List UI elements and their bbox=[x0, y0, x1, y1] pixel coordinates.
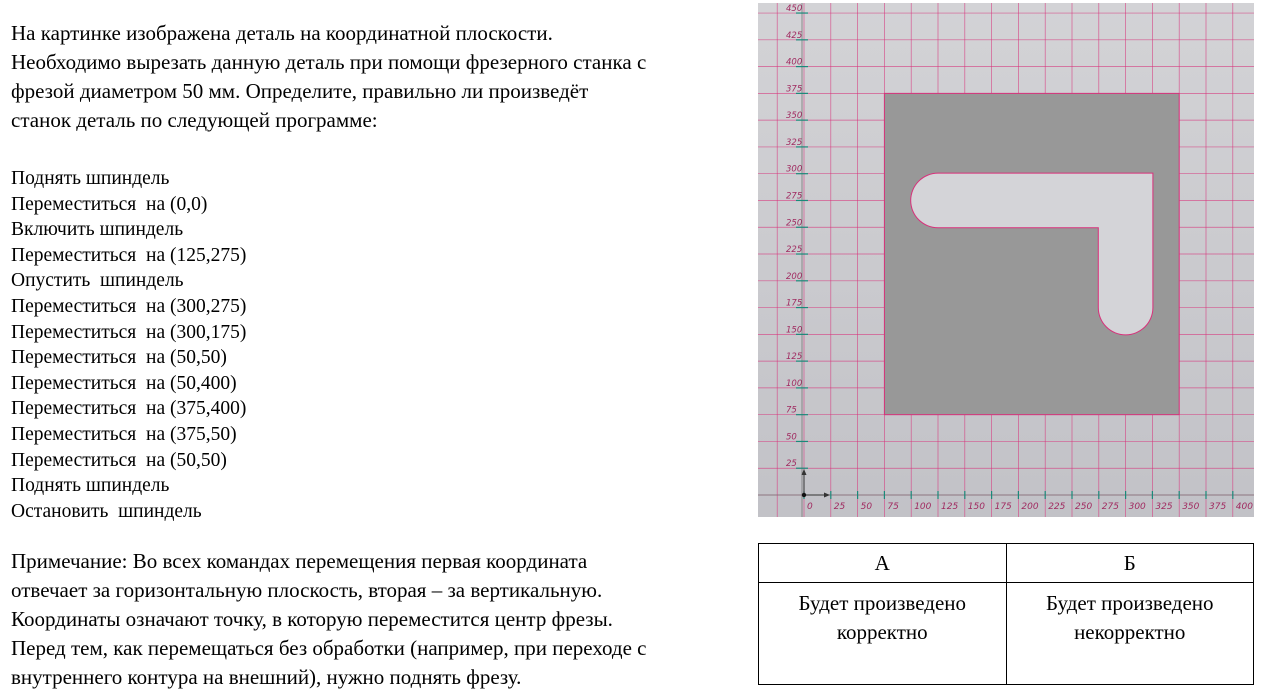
program-command: Переместиться на (125,275) bbox=[11, 244, 247, 266]
answer-a-line: корректно bbox=[836, 620, 928, 644]
x-tick-label: 75 bbox=[887, 502, 899, 512]
program-command: Поднять шпиндель bbox=[11, 168, 170, 189]
part-drawing bbox=[758, 3, 1254, 517]
y-tick-label: 400 bbox=[786, 57, 803, 68]
answer-a-line: Будет произведено bbox=[798, 591, 966, 615]
y-tick-label: 325 bbox=[786, 137, 803, 148]
x-tick-label: 400 bbox=[1235, 502, 1253, 512]
y-tick-label: 425 bbox=[786, 30, 803, 41]
note-line: Координаты означают точку, в которую переместится центр фрезы. bbox=[11, 607, 613, 631]
program-command: Включить шпиндель bbox=[11, 219, 184, 241]
y-tick-label: 175 bbox=[786, 298, 803, 309]
y-tick-label: 300 bbox=[786, 164, 803, 175]
answer-b-line: Будет произведено bbox=[1046, 591, 1214, 615]
note bbox=[11, 547, 751, 692]
y-tick-label: 150 bbox=[786, 325, 803, 336]
y-tick-label: 25 bbox=[786, 459, 797, 470]
program-command: Переместиться на (300,275) bbox=[11, 295, 247, 317]
x-tick-label: 150 bbox=[967, 502, 985, 512]
x-tick-label: 300 bbox=[1128, 502, 1146, 512]
x-tick-label: 375 bbox=[1209, 502, 1227, 512]
y-tick-label: 225 bbox=[786, 245, 803, 256]
program-command: Поднять шпиндель bbox=[11, 475, 170, 497]
y-tick-label: 450 bbox=[786, 4, 803, 15]
note-line: Перед тем, как перемещаться без обработки (например, при переходе с bbox=[11, 636, 647, 660]
intro-line: станок деталь по следующей программе: bbox=[11, 108, 378, 132]
y-tick-label: 50 bbox=[786, 432, 797, 443]
answer-b-header: Б bbox=[1006, 544, 1254, 583]
y-tick-label: 375 bbox=[786, 84, 803, 95]
program-command: Переместиться на (50,50) bbox=[11, 347, 227, 369]
program-command: Переместиться на (300,175) bbox=[11, 321, 247, 343]
x-tick-label: 200 bbox=[1021, 502, 1039, 512]
program-command: Переместиться на (375,400) bbox=[11, 398, 247, 420]
program-command: Переместиться на (50,400) bbox=[11, 372, 237, 394]
x-tick-label: 325 bbox=[1155, 502, 1173, 512]
x-tick-label: 125 bbox=[941, 502, 959, 512]
note-line: внутреннего контура на внешний), нужно поднять фрезу. bbox=[11, 665, 522, 689]
origin-point bbox=[802, 493, 806, 497]
problem-statement bbox=[11, 19, 751, 135]
intro-line: Необходимо вырезать данную деталь при помощи фрезерного станка с bbox=[11, 50, 647, 74]
program-command: Переместиться на (375,50) bbox=[11, 423, 237, 445]
x-tick-label: 275 bbox=[1101, 502, 1119, 512]
x-tick-label: 25 bbox=[833, 502, 846, 512]
y-tick-label: 125 bbox=[786, 352, 803, 363]
program-command: Остановить шпиндель bbox=[11, 500, 202, 522]
y-tick-label: 75 bbox=[786, 405, 797, 416]
answer-b-cell[interactable] bbox=[1006, 583, 1254, 685]
answer-table bbox=[758, 543, 1254, 685]
x-tick-label: 0 bbox=[807, 502, 813, 512]
x-tick-label: 175 bbox=[994, 502, 1012, 512]
intro-line: На картинке изображена деталь на координатной плоскости. bbox=[11, 21, 553, 45]
intro-line: фрезой диаметром 50 мм. Определите, правильно ли произведёт bbox=[11, 79, 589, 103]
cnc-program bbox=[11, 166, 411, 524]
program-command: Переместиться на (0,0) bbox=[11, 193, 208, 215]
y-tick-label: 100 bbox=[786, 378, 803, 389]
x-tick-label: 100 bbox=[914, 502, 932, 512]
answer-a-cell[interactable] bbox=[759, 583, 1007, 685]
x-tick-label: 225 bbox=[1048, 502, 1066, 512]
y-tick-label: 275 bbox=[786, 191, 803, 202]
x-tick-label: 350 bbox=[1182, 502, 1200, 512]
part-shape bbox=[884, 93, 1179, 414]
x-tick-label: 50 bbox=[860, 502, 873, 512]
y-tick-label: 200 bbox=[786, 271, 803, 282]
y-tick-label: 350 bbox=[786, 111, 803, 122]
answer-a-header: А bbox=[759, 544, 1007, 583]
y-tick-label: 250 bbox=[786, 218, 803, 229]
program-command: Опустить шпиндель bbox=[11, 270, 184, 292]
program-command: Переместиться на (50,50) bbox=[11, 449, 227, 471]
answer-b-line: некорректно bbox=[1074, 620, 1186, 644]
x-tick-label: 250 bbox=[1075, 502, 1093, 512]
note-line: отвечает за горизонтальную плоскость, вторая – за вертикальную. bbox=[11, 578, 603, 602]
note-line: Примечание: Во всех командах перемещения первая координата bbox=[11, 549, 588, 573]
